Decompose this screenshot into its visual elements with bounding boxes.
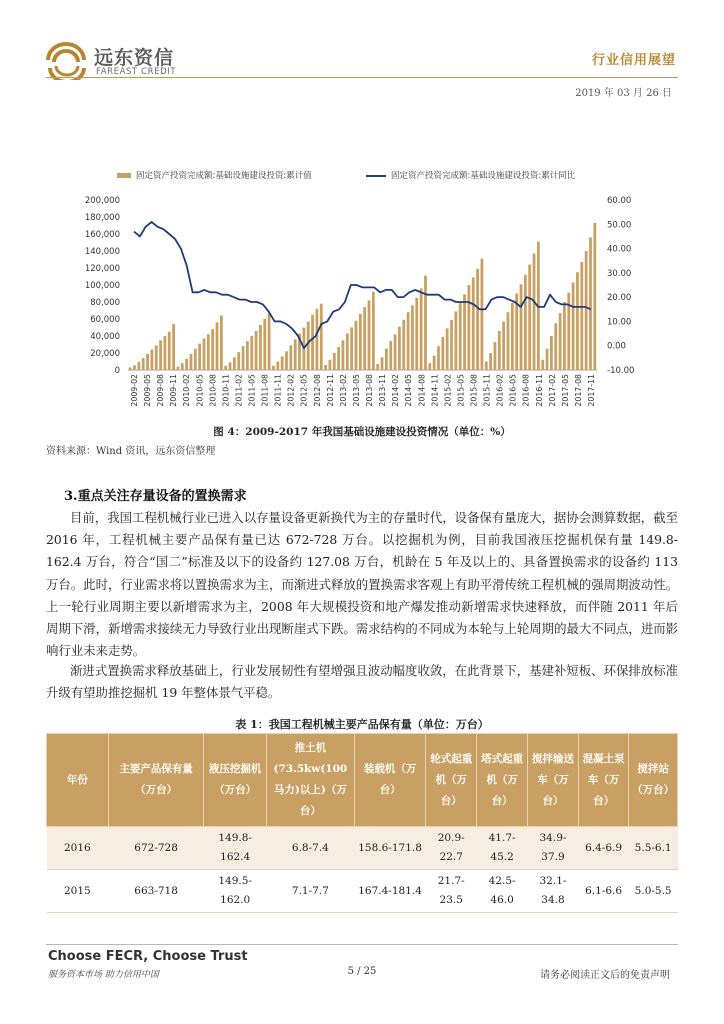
chart-bar: [585, 251, 588, 370]
chart-bar: [155, 345, 158, 370]
chart-bar: [441, 337, 444, 370]
chart-bar: [576, 272, 579, 370]
chart-bar: [485, 362, 488, 371]
chart-bar: [211, 329, 214, 370]
chart-bar: [164, 336, 167, 370]
chart-bar: [185, 359, 188, 370]
figure-source: 资料来源：Wind 资讯，远东资信整理: [46, 446, 216, 457]
chart-bar: [337, 347, 340, 370]
x-axis-tick-label: 2015-08: [469, 374, 479, 407]
table-cell: 167.4-181.4: [354, 870, 425, 913]
x-axis-tick-label: 2013-05: [352, 374, 361, 407]
table-header: 年份: [47, 734, 109, 827]
left-axis-tick-label: 100,000: [84, 281, 120, 291]
footer-divider: [46, 944, 678, 945]
chart-bar: [398, 327, 401, 370]
table-cell: 2015: [47, 870, 109, 913]
chart-bar: [263, 319, 266, 370]
left-axis-tick-label: 200,000: [84, 196, 120, 206]
table-header: 搅拌站（万台）: [629, 734, 678, 827]
chart-bar: [563, 302, 566, 370]
chart-bar: [281, 356, 284, 370]
chart-bar: [350, 328, 353, 371]
chart-bar: [459, 303, 462, 370]
x-axis-tick-label: 2012-08: [312, 374, 322, 407]
chart-bar: [355, 321, 358, 370]
table-header: 装载机（万台）: [354, 734, 425, 827]
table-cell: 2016: [47, 827, 109, 870]
chart-bar: [242, 346, 245, 370]
chart-bar: [554, 323, 557, 370]
right-axis-tick-label: 40.00: [607, 244, 632, 255]
table-cell: 5.5-6.1: [629, 827, 678, 870]
chart-bar: [381, 357, 384, 370]
left-axis-tick-label: 0: [114, 366, 120, 376]
table-cell: 21.7-23.5: [426, 870, 477, 913]
chart-bar: [233, 357, 236, 370]
table-cell: 32.1-34.8: [528, 870, 579, 913]
chart-bar: [481, 259, 484, 370]
chart-bar: [220, 316, 223, 370]
chart-bar: [268, 313, 271, 370]
chart-bar: [316, 309, 319, 370]
chart-bar: [246, 341, 249, 370]
x-axis-tick-label: 2016-11: [534, 374, 544, 407]
legend-line-label: 固定资产投资完成额:基础设施建设投资:累计同比: [391, 171, 576, 181]
chart-bar: [420, 288, 423, 370]
chart-bar: [468, 285, 471, 370]
footer-slogan: Choose FECR, Choose Trust: [48, 949, 248, 964]
left-axis-tick-label: 160,000: [84, 230, 120, 240]
footer-subtitle: 服务资本市场 助力信用中国: [48, 970, 159, 980]
yoy-growth-line: [134, 222, 591, 348]
figure-caption: 图 4：2009-2017 年我国基础设施建设投资情况（单位：%）: [213, 426, 511, 438]
chart-bar: [203, 339, 206, 370]
x-axis-tick-label: 2016-08: [521, 374, 531, 407]
chart-bar: [329, 360, 332, 370]
infrastructure-investment-chart: [44, 162, 680, 424]
chart-bar: [311, 315, 314, 370]
chart-bar: [255, 331, 258, 370]
table-cell: 158.6-171.8: [354, 827, 425, 870]
report-category: 行业信用展望: [591, 53, 676, 68]
chart-bar: [572, 282, 575, 370]
table-header: 主要产品保有量（万台）: [108, 734, 204, 827]
table-cell: 663-718: [108, 870, 204, 913]
chart-bar: [489, 353, 492, 370]
chart-bar: [294, 339, 297, 370]
x-axis-tick-label: 2012-11: [325, 374, 335, 407]
chart-bar: [437, 346, 440, 370]
chart-bar: [289, 345, 292, 370]
table-cell: 672-728: [108, 827, 204, 870]
chart-bar: [159, 340, 162, 370]
table-row: [47, 870, 678, 913]
right-axis-tick-label: 20.00: [607, 293, 632, 304]
chart-bar: [520, 284, 523, 370]
table-cell: 149.8-162.4: [204, 827, 266, 870]
table-cell: 5.0-5.5: [629, 870, 678, 913]
body-paragraph: 目前，我国工程机械行业已进入以存量设备更新换代为主的存量时代，设备保有量庞大，据协会测算数据，截至 2016 年，工程机械主要产品保有量已达 672-728 万台。以挖掘机为例，目前我国液压挖掘机保有量 149.8-162.4 万台，符合“国二”标准及以下的设备约 127.08 万台，机龄在 5 年及以上的、具备置换需求的设备约 113 万台。此时，行业需求将以置换需求为主，而渐进式释放的置换需求客观上有助平滑传统工程机械的强周期波动性。上一轮行业周期主要以新增需求为主，2008 年大规模投资和地产爆发推动新增需求快速释放，而伴随 2011 年后周期下滑，新增需求接续无力导致行业出现断崖式下跌。需求结构的不同成为本轮与上轮周期的最大不同点，进而影响行业未来走势。: [46, 510, 678, 659]
table-cell: 149.5-162.0: [204, 870, 266, 913]
chart-bar: [324, 365, 327, 370]
chart-bar: [433, 356, 436, 370]
chart-bar: [593, 223, 596, 370]
x-axis-tick-label: 2009-11: [169, 374, 179, 407]
chart-bar: [342, 340, 345, 370]
x-axis-tick-label: 2014-11: [430, 374, 440, 407]
table-cell: 20.9-22.7: [426, 827, 477, 870]
x-axis-tick-label: 2014-05: [404, 374, 414, 407]
chart-bar: [533, 254, 536, 370]
chart-bar: [424, 276, 427, 370]
x-axis-tick-label: 2015-02: [443, 374, 453, 407]
x-axis-tick-label: 2012-02: [286, 374, 296, 407]
chart-bar: [454, 311, 457, 370]
table-header: 塔式起重机（万台）: [477, 734, 528, 827]
chart-bar: [463, 294, 466, 370]
table-header: 混凝土泵车（万台）: [578, 734, 628, 827]
page-number: 5 / 25: [347, 966, 377, 977]
chart-bar: [546, 349, 549, 370]
header-divider: [46, 77, 678, 78]
right-axis-tick-label: 10.00: [607, 317, 632, 328]
x-axis-tick-label: 2010-11: [221, 374, 231, 407]
x-axis-tick-label: 2017-11: [587, 374, 596, 407]
table-cell: 6.8-7.4: [266, 827, 354, 870]
chart-bar: [402, 320, 405, 370]
x-axis-tick-label: 2011-05: [247, 374, 257, 407]
chart-bar: [276, 362, 279, 371]
logo-cn: 远东资信: [94, 47, 175, 69]
legend-bar-swatch: [117, 173, 131, 178]
chart-bar: [133, 365, 136, 370]
table-cell: 41.7-45.2: [477, 827, 528, 870]
chart-bar: [376, 364, 379, 370]
x-axis-tick-label: 2011-02: [234, 374, 244, 407]
chart-bar: [146, 354, 149, 370]
chart-bar: [511, 303, 514, 370]
chart-bar: [385, 349, 388, 370]
chart-bar: [368, 300, 371, 370]
chart-bar: [589, 237, 592, 370]
chart-legend: [117, 170, 576, 181]
left-axis-tick-label: 20,000: [90, 349, 120, 359]
chart-bar: [507, 312, 510, 370]
chart-bar: [137, 362, 140, 370]
logo: [44, 40, 204, 80]
logo-mark-icon: [44, 40, 90, 80]
x-axis-tick-label: 2014-08: [417, 374, 427, 407]
table-header: 液压挖掘机（万台）: [204, 734, 266, 827]
chart-bar: [476, 269, 479, 370]
left-axis-tick-label: 180,000: [84, 213, 120, 223]
chart-bar: [229, 362, 232, 370]
right-axis-tick-label: 0.00: [607, 341, 626, 352]
right-axis-tick-label: 50.00: [607, 220, 632, 231]
body-paragraph: 渐进式置换需求释放基础上，行业发展韧性有望增强且波动幅度收敛，在此背景下，基建补短板、环保排放标准升级有望助推挖掘机 19 年整体景气平稳。: [46, 663, 678, 701]
x-axis-tick-label: 2017-05: [560, 374, 570, 407]
right-axis-tick-label: -10.00: [607, 366, 635, 376]
chart-bar: [502, 322, 505, 370]
x-axis-tick-label: 2013-08: [365, 374, 374, 407]
chart-bar: [285, 351, 288, 370]
equipment-stock-table: [46, 733, 678, 913]
chart-bar: [307, 322, 310, 370]
section-title: 3.重点关注存量设备的置换需求: [64, 489, 247, 504]
chart-bar: [494, 342, 497, 370]
table-cell: 42.5-46.0: [477, 870, 528, 913]
table-cell: 6.4-6.9: [578, 827, 628, 870]
chart-bar: [411, 305, 414, 370]
chart-bar: [142, 358, 145, 370]
chart-bar: [394, 334, 397, 370]
chart-bar: [172, 324, 175, 370]
chart-bar: [181, 363, 184, 370]
chart-bar: [446, 328, 449, 370]
x-axis-tick-label: 2010-02: [182, 374, 192, 407]
chart-bar: [550, 336, 553, 370]
right-axis-tick-label: 60.00: [607, 196, 632, 206]
chart-bar: [207, 334, 210, 370]
table-cell: 34.9-37.9: [528, 827, 579, 870]
chart-bar: [359, 314, 362, 370]
chart-bar: [190, 354, 193, 370]
table-row: [47, 827, 678, 870]
x-axis-tick-label: 2012-05: [299, 374, 309, 407]
table-cell: 6.1-6.6: [578, 870, 628, 913]
left-axis-tick-label: 80,000: [90, 298, 120, 308]
chart-bar: [541, 360, 544, 370]
chart-bar: [346, 333, 349, 370]
logo-en: FAREAST CREDIT: [96, 67, 177, 77]
chart-bar: [407, 312, 410, 370]
footer-disclaimer: 请务必阅读正文后的免责声明: [540, 970, 670, 981]
table-caption: 表 1：我国工程机械主要产品保有量（单位：万台）: [235, 718, 489, 731]
chart-bar: [194, 349, 197, 370]
left-axis-tick-label: 140,000: [84, 247, 120, 257]
chart-bar: [216, 322, 219, 370]
x-axis-tick-label: 2017-08: [573, 374, 583, 407]
x-axis-tick-label: 2013-11: [378, 374, 388, 407]
chart-bar: [415, 298, 418, 370]
chart-bar: [580, 262, 583, 370]
table-cell: 7.1-7.7: [266, 870, 354, 913]
left-axis-tick-label: 60,000: [90, 315, 120, 325]
left-axis-tick-label: 120,000: [84, 264, 120, 274]
x-axis-tick-label: 2011-08: [260, 374, 270, 407]
report-date: 2019 年 03 月 26 日: [575, 88, 672, 99]
chart-bar: [224, 366, 227, 370]
chart-bar: [250, 336, 253, 370]
chart-bar: [389, 341, 392, 370]
chart-bar: [428, 363, 431, 370]
x-axis-tick-label: 2014-02: [391, 374, 401, 407]
right-axis-tick-label: 30.00: [607, 268, 632, 279]
x-axis-tick-label: 2015-11: [482, 374, 492, 407]
x-axis-tick-label: 2016-05: [508, 374, 518, 407]
chart-bar: [259, 325, 262, 370]
x-axis-tick-label: 2011-11: [273, 374, 283, 407]
x-axis-tick-label: 2015-05: [456, 374, 466, 407]
x-axis-tick-label: 2009-05: [143, 374, 153, 407]
x-axis-tick-label: 2017-02: [547, 374, 557, 407]
chart-bar: [129, 367, 132, 370]
chart-bar: [150, 350, 153, 370]
chart-bar: [168, 332, 171, 370]
x-axis-tick-label: 2009-08: [156, 374, 166, 407]
chart-bar: [472, 277, 475, 370]
x-axis-tick-label: 2009-02: [130, 374, 139, 407]
chart-bar: [524, 275, 527, 370]
legend-bar-label: 固定资产投资完成额:基础设施建设投资:累计值: [136, 171, 312, 181]
chart-bar: [372, 292, 375, 370]
chart-bar: [237, 352, 240, 370]
chart-bar: [320, 304, 323, 370]
x-axis-tick-label: 2013-02: [338, 374, 348, 407]
x-axis-tick-label: 2010-08: [208, 374, 218, 407]
chart-bar: [198, 344, 201, 370]
table-header: 轮式起重机（万台）: [426, 734, 477, 827]
x-axis-tick-label: 2016-02: [495, 374, 505, 407]
chart-bar: [272, 366, 275, 370]
chart-bar: [559, 313, 562, 370]
table-header: 推土机(73.5kw(100马力)以上)（万台）: [266, 734, 354, 827]
chart-bar: [528, 265, 531, 370]
left-axis-tick-label: 40,000: [90, 332, 120, 342]
x-axis-tick-label: 2010-05: [195, 374, 205, 407]
table-header: 搅拌输送车（万台）: [528, 734, 579, 827]
chart-bar: [333, 353, 336, 370]
chart-bar: [498, 331, 501, 370]
chart-bar: [450, 320, 453, 370]
chart-bar: [363, 307, 366, 370]
chart-bar: [177, 367, 180, 370]
